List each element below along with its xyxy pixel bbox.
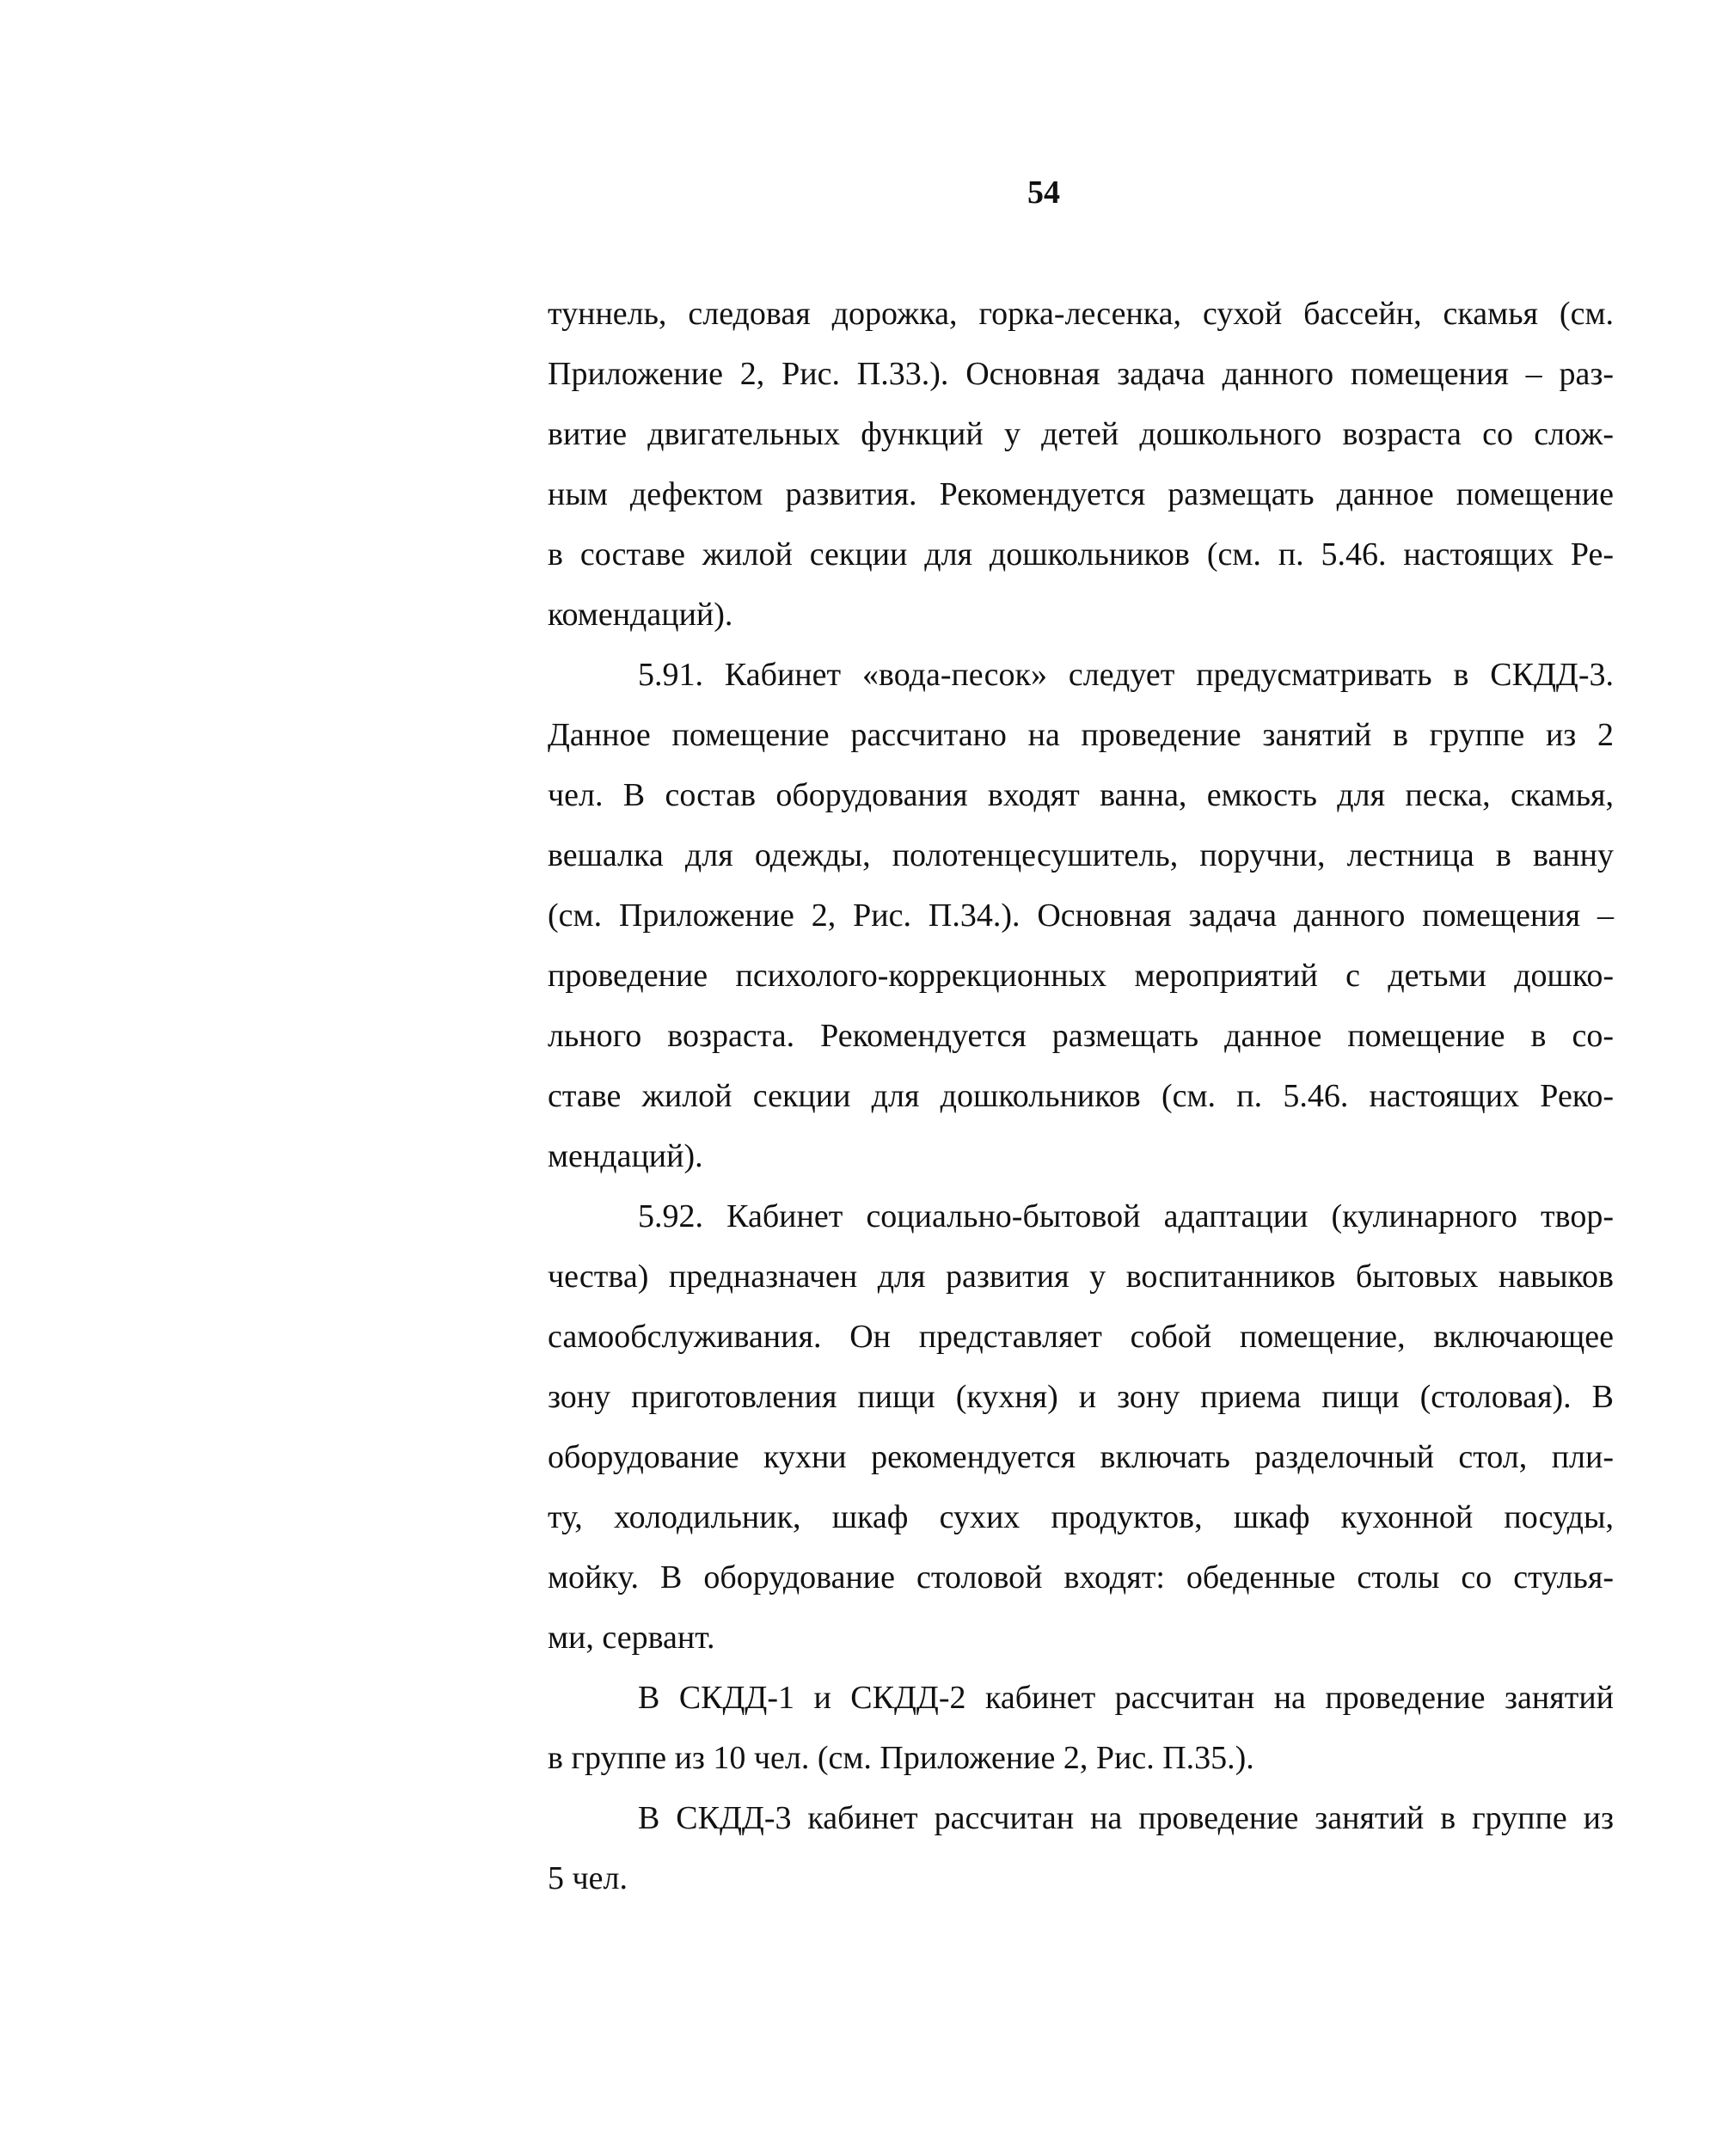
text-line: туннель, следовая дорожка, горка-лесенка, сухой бассейн, скамья (см. [548,296,1614,332]
text-line: В СКДД-1 и СКДД-2 кабинет рассчитан на проведение занятий [638,1680,1614,1716]
paragraph-continuation [548,284,1614,645]
text-line: ту, холодильник, шкаф сухих продуктов, шкаф кухонной посуды, [548,1499,1614,1535]
text-line: чел. В состав оборудования входят ванна, емкость для песка, скамья, [548,777,1614,813]
paragraph-skdd-1-2 [548,1668,1614,1788]
text-line: в группе из 10 чел. (см. Приложение 2, Рис. П.35.). [548,1740,1254,1776]
text-line: чества) предназначен для развития у воспитанников бытовых навыков [548,1259,1614,1295]
text-line: комендаций). [548,597,733,633]
text-line: в составе жилой секции для дошкольников (см. п. 5.46. настоящих Ре- [548,536,1614,573]
text-line: зону приготовления пищи (кухня) и зону приема пищи (столовая). В [548,1379,1614,1415]
text-line: ным дефектом развития. Рекомендуется размещать данное помещение [548,476,1614,512]
text-line: проведение психолого-коррекционных мероприятий с детьми дошко- [548,958,1614,994]
text-line: ми, сервант. [548,1620,715,1656]
text-line: витие двигательных функций у детей дошкольного возраста со слож- [548,416,1614,452]
text-line: самообслуживания. Он представляет собой помещение, включающее [548,1319,1614,1355]
text-line: 5 чел. [548,1860,628,1896]
paragraph-skdd-3 [548,1788,1614,1908]
body-text [548,284,1614,1908]
text-line: оборудование кухни рекомендуется включать разделочный стол, пли- [548,1439,1614,1475]
text-line: Приложение 2, Рис. П.33.). Основная задача данного помещения – раз- [548,356,1614,392]
text-line: Данное помещение рассчитано на проведение занятий в группе из 2 [548,717,1614,753]
text-line: (см. Приложение 2, Рис. П.34.). Основная задача данного помещения – [548,897,1614,934]
text-line: ставе жилой секции для дошкольников (см. п. 5.46. настоящих Реко- [548,1078,1614,1114]
paragraph-5-91 [548,645,1614,1186]
text-line: 5.91. Кабинет «вода-песок» следует предусматривать в СКДД-3. [638,657,1614,693]
text-line: вешалка для одежды, полотенцесушитель, поручни, лестница в ванну [548,837,1614,873]
text-line: В СКДД-3 кабинет рассчитан на проведение занятий в группе из [638,1800,1614,1836]
text-line: льного возраста. Рекомендуется размещать данное помещение в со- [548,1018,1614,1054]
paragraph-5-92 [548,1186,1614,1668]
text-line: мойку. В оборудование столовой входят: обеденные столы со стулья- [548,1559,1614,1596]
page-number: 54 [1027,175,1060,211]
text-line: 5.92. Кабинет социально-бытовой адаптации (кулинарного твор- [638,1198,1614,1234]
text-line: мендаций). [548,1138,703,1174]
